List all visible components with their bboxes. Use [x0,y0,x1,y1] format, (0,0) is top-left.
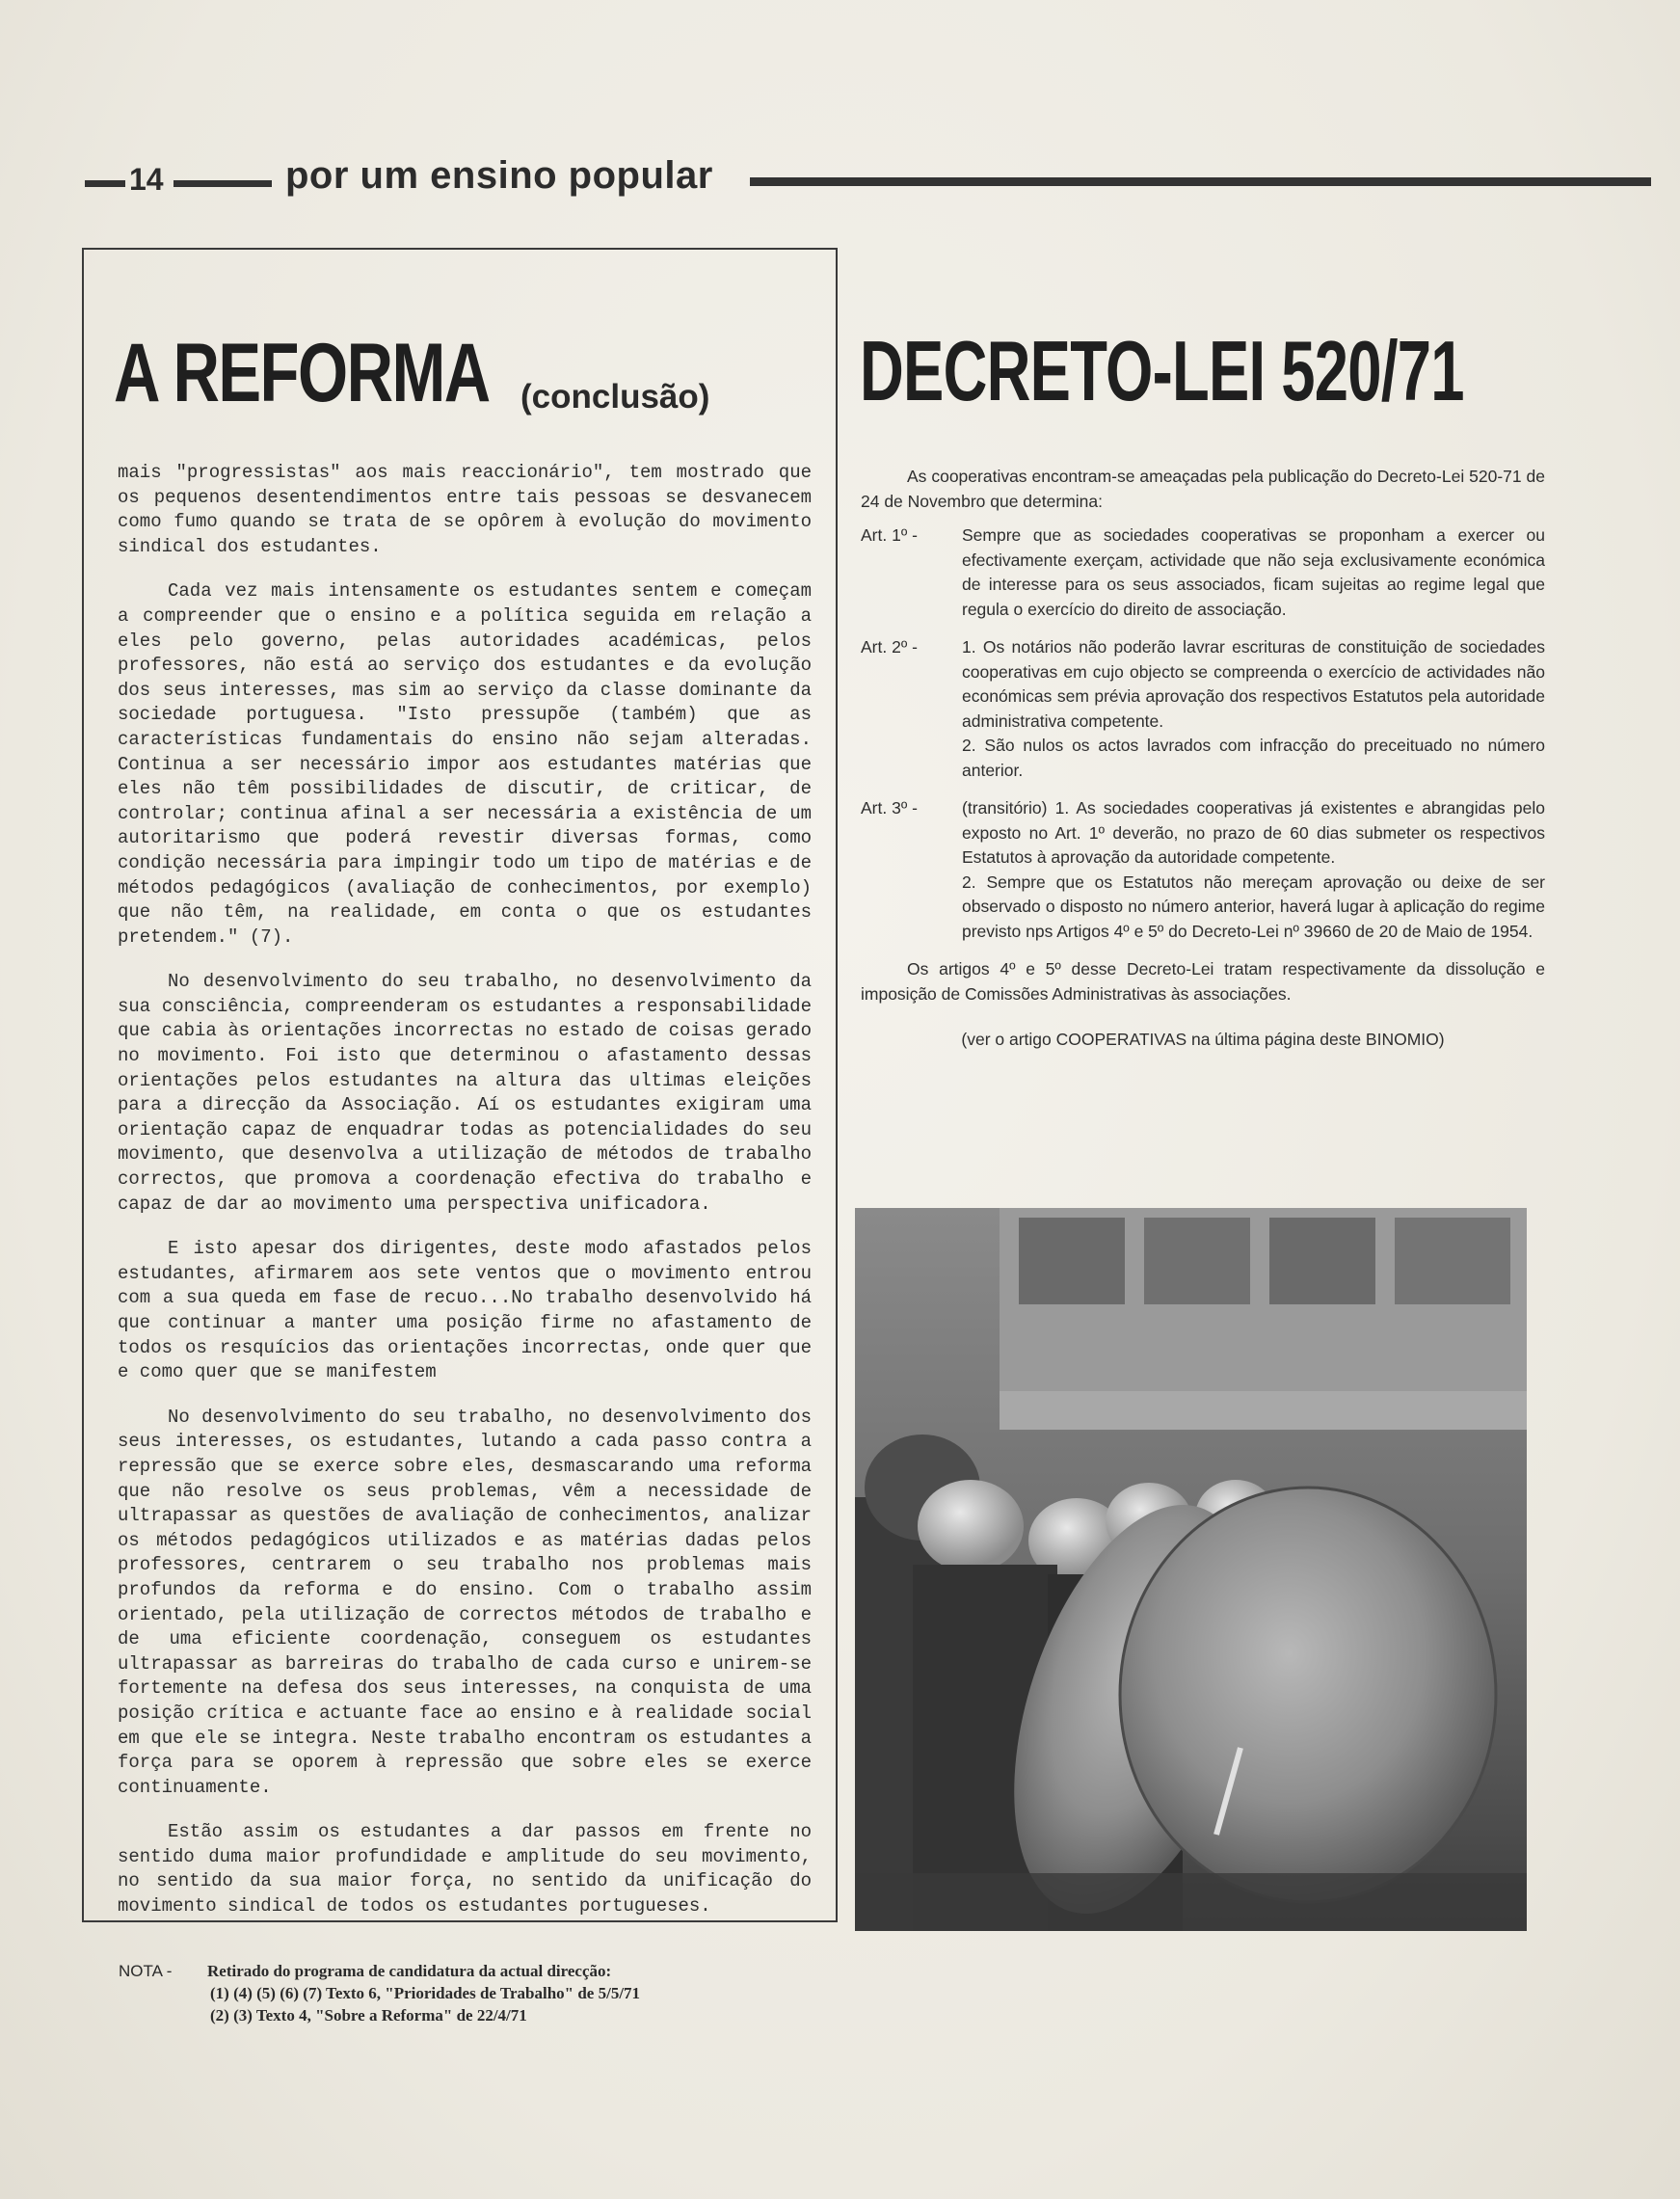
article-text [962,635,1545,783]
article-paragraph: Cada vez mais intensamente os estudantes sentem e começam a compreender que o ensino e a política seguida em relação a eles pelo governo, pelas autoridades académicas, pelos professores, não está ao serviço dos estudantes e da evolução dos seus interesses, mas sim ao serviço da classe dominante da sociedade portuguesa. "Isto pressupõe (também) que as características fundamentais do ensino não sejam alteradas. Continua a ser necessário impor aos estudantes matérias que eles não têm possibilidades de discutir, de criticar, de controlar; continua afinal a ser necessária a existência de um autoritarismo que poderá revestir diversas formas, como condição necessária para impingir todo um tipo de matérias e de métodos pedagógicos (avaliação de conhecimentos, por exemplo) que não têm, na realidade, em conta o que os estudantes pretendem." (7). [118,580,812,948]
footnote-reference: (2) (3) Texto 4, "Sobre a Reforma" de 22/4/71 [210,2006,527,2025]
decree-article [861,635,1545,783]
section-title: por um ensino popular [285,154,713,197]
article-number: Art. 2º - [861,637,918,657]
riot-police-photo [855,1208,1527,1931]
footnote-row [119,1960,832,1982]
header-rule [750,177,1651,186]
decreto-closing: Os artigos 4º e 5º desse Decreto-Lei tratam respectivamente da dissolução e imposição de Comissões Administrativas às associações. [861,959,1545,1004]
article-number: Art. 3º - [861,798,918,818]
article-paragraph: mais "progressistas" aos mais reaccionário", tem mostrado que os pequenos desentendimentos entre tais pessoas se desvanecem como fumo quando se trata de se opôrem à evolução do movimento sindical dos estudantes. [118,462,812,557]
reforma-headline: A REFORMA [114,327,490,419]
article-clause: (transitório) 1. As sociedades cooperativas já existentes e abrangidas pelo exposto no Art. 1º deverão, no prazo de 60 dias submeter os respectivos Estatutos à aprovação da autoridade competente. [962,798,1545,867]
see-reference: (ver o artigo COOPERATIVAS na última página deste BINOMIO) [961,1030,1445,1049]
decreto-intro: As cooperativas encontram-se ameaçadas pela publicação do Decreto-Lei 520-71 de 24 de Novembro que determina: [861,467,1545,511]
article-clause: Sempre que as sociedades cooperativas se proponham a exercer ou efectivamente exerçam, actividade que não seja exclusivamente económica de interesse para os seus associados, ficam sujeitas ao regime legal que regula o exercício do direito de associação. [962,525,1545,619]
article-text [962,796,1545,944]
reforma-article-body [118,461,812,1940]
article-clause: 2. Sempre que os Estatutos não mereçam aprovação ou deixe de ser observado o disposto no número anterior, haverá lugar à aplicação do regime previsto nps Artigos 4º e 5º do Decreto-Lei nº 39660 de 20 de Maio de 1954. [962,872,1545,941]
article-number: Art. 1º - [861,525,918,545]
header-dash [85,180,125,187]
footnote-reference: (1) (4) (5) (6) (7) Texto 6, "Prioridades de Trabalho" de 5/5/71 [210,1984,641,2002]
decree-article [861,523,1545,622]
footnote-text: Retirado do programa de candidatura da actual direcção: [207,1962,612,1980]
decreto-article-body [861,465,1545,1053]
article-clause: 2. São nulos os actos lavrados com infracção do preceituado no número anterior. [962,736,1545,780]
photo-illustration [855,1208,1527,1931]
article-paragraph: No desenvolvimento do seu trabalho, no desenvolvimento dos seus interesses, os estudantes, lutando a cada passo contra a repressão que se exerce sobre eles, desmascarando uma reforma que não resolve os seus problemas, vêm a necessidade de ultrapassar as questões de avaliação de conhecimentos, analizar os métodos pedagógicos utilizados e as matérias dadas pelos professores, centrarem o seu trabalho nos problemas mais profundos da reforma e do ensino. Com o trabalho assim orientado, pela utilização de correctos métodos de trabalho e de uma eficiente coordenação, conseguem os estudantes ultrapassar as barreiras do trabalho de cada curso e unirem-se fortemente na defesa dos seus interesses, na conquista de uma posição crítica e actuante face ao ensino e à realidade social em que ele se integra. Neste trabalho encontram os estudantes a força para se oporem à repressão que sobre eles se exerce continuamente. [118,1406,812,1798]
reforma-subtitle: (conclusão) [520,378,710,416]
decree-article [861,796,1545,944]
page-header [85,154,1569,202]
header-dash [173,180,272,187]
article-text [962,523,1545,622]
decreto-headline: DECRETO-LEI 520/71 [860,323,1464,418]
footnote-label: NOTA - [119,1962,173,1980]
footnote [119,1960,832,2026]
article-paragraph: E isto apesar dos dirigentes, deste modo afastados pelos estudantes, afirmarem aos sete ventos que o movimento entrou com a sua queda em fase de recuo...No trabalho desenvolvido há que continuar a manter uma posição firme no afastamento de todos os resquícios das orientações incorrectas, onde quer que e como quer que se manifestem [118,1238,812,1383]
article-clause: 1. Os notários não poderão lavrar escrituras de constituição de sociedades cooperativas em cujo objecto se compreenda o exercício de actividades não económicas sem prévia aprovação dos respectivos Estatutos pela autoridade administrativa competente. [962,637,1545,731]
page-number: 14 [129,162,164,197]
article-paragraph: No desenvolvimento do seu trabalho, no desenvolvimento da sua consciência, compreenderam os estudantes a responsabilidade que cabia às orientações incorrectas no estado de coisas gerado no movimento. Foi isto que determinou o afastamento dessas orientações pelos estudantes na altura das ultimas eleições para a direcção da Associação. Aí os estudantes exigiram uma orientação capaz de enquadrar todas as potencialidades do seu movimento, que desenvolva a utilização de métodos de trabalho correctos, que promova a coordenação efectiva do trabalho e capaz de dar ao movimento uma perspectiva unificadora. [118,971,812,1215]
article-paragraph: Estão assim os estudantes a dar passos em frente no sentido duma maior profundidade e amplitude do seu movimento, no sentido da sua maior força, no sentido da unificação do movimento sindical de todos os estudantes portugueses. [118,1821,812,1917]
